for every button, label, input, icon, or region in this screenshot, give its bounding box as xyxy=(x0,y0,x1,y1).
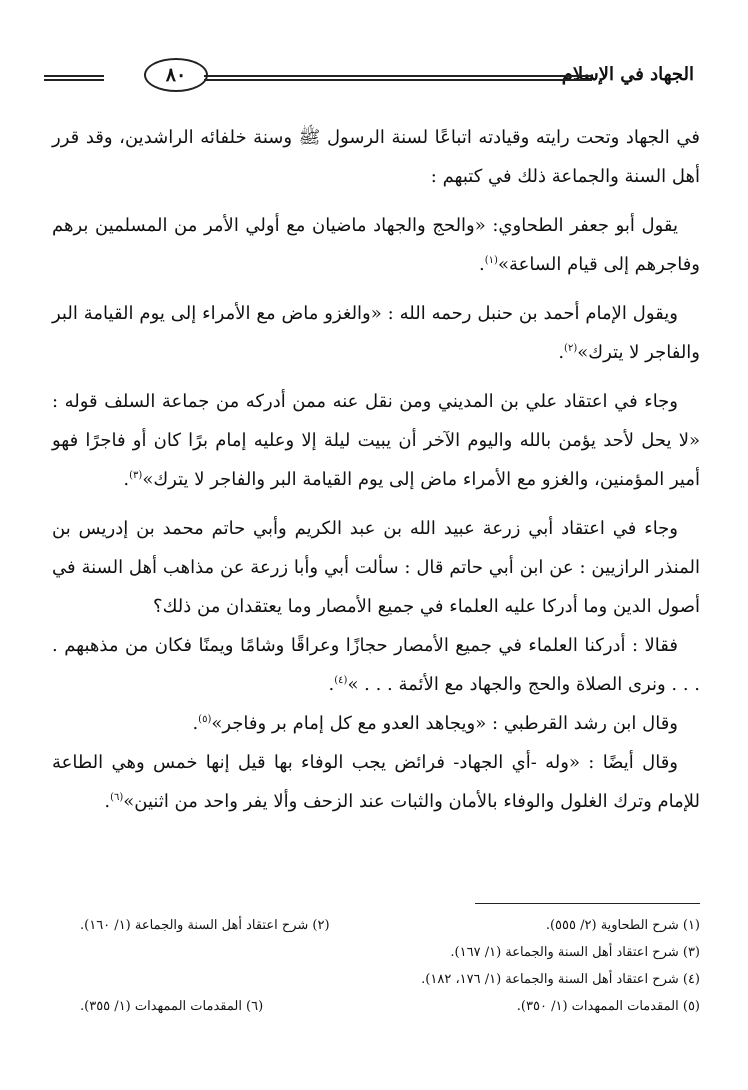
footnote: (٥) المقدمات الممهدات (١/ ٣٥٠). xyxy=(516,999,700,1014)
footnote-row xyxy=(60,966,700,993)
footnote-ref: (١) xyxy=(484,255,498,266)
footnote-ref: (٥) xyxy=(198,714,212,725)
footnote: (٢) شرح اعتقاد أهل السنة والجماعة (١/ ١٦٠). xyxy=(80,918,330,933)
footnote: (٦) المقدمات الممهدات (١/ ٣٥٥). xyxy=(80,999,264,1014)
paragraph: يقول أبو جعفر الطحاوي: «والحج والجهاد ماضيان مع أولي الأمر من المسلمين برهم وفاجرهم إلى قيام الساعة»$^{(١)}$. xyxy=(52,215,700,275)
paragraph: وجاء في اعتقاد أبي زرعة عبيد الله بن عبد الكريم وأبي حاتم محمد بن إدريس بن المنذر الرازيين : عن ابن أبي حاتم قال : سألت أبي وأبا زرعة عن مذاهب أهل السنة في أصول الدين وما أدركا عليه العلماء في جميع الأمصار وما يعتقدان من ذلك؟ xyxy=(52,518,700,617)
paragraph: ويقول الإمام أحمد بن حنبل رحمه الله : «والغزو ماض مع الأمراء إلى يوم القيامة البر والفاجر لا يترك»$^{(٢)}$. xyxy=(52,303,700,363)
footnote: (٤) شرح اعتقاد أهل السنة والجماعة (١/ ١٧٦، ١٨٢). xyxy=(421,972,700,987)
body-text xyxy=(52,118,700,821)
paragraph: وقال أيضًا : «وله -أي الجهاد- فرائض يجب الوفاء بها قيل إنها خمس وهي الطاعة للإمام وترك الغلول والوفاء بالأمان والثبات عند الزحف وألا يفر واحد من اثنين»$^{(٦)}$. xyxy=(52,752,700,812)
footnote-separator xyxy=(475,903,700,904)
paragraph: في الجهاد وتحت رايته وقيادته اتباعًا لسنة الرسول ﷺ وسنة خلفائه الراشدين، وقد قرر أهل السنة والجماعة ذلك في كتبهم : xyxy=(52,127,700,187)
paragraph: وجاء في اعتقاد علي بن المديني ومن نقل عنه ممن أدركه من جماعة السلف قوله : «لا يحل لأحد يؤمن بالله واليوم الآخر أن يبيت ليلة إلا وعليه إمام برًا كان أو فاجرًا فهو أمير المؤمنين، والغزو مع الأمراء ماض إلى يوم القيامة البر والفاجر لا يترك»$^{(٣)}$. xyxy=(52,391,701,490)
footnote-ref: (٢) xyxy=(564,343,578,354)
footnote-row xyxy=(60,939,700,966)
footnote-ref: (٣) xyxy=(129,470,143,481)
footnote-row xyxy=(60,912,700,939)
footnote: (٣) شرح اعتقاد أهل السنة والجماعة (١/ ١٦٧). xyxy=(450,945,700,960)
footnote: (١) شرح الطحاوية (٢/ ٥٥٥). xyxy=(545,918,700,933)
footnotes xyxy=(60,912,700,1020)
paragraph: وقال ابن رشد القرطبي : «ويجاهد العدو مع كل إمام بر وفاجر»$^{(٥)}$. xyxy=(192,713,678,734)
page-header xyxy=(44,58,704,98)
page-number: ٨٠ xyxy=(144,58,208,92)
header-rule-middle xyxy=(204,75,454,81)
running-title: الجهاد في الإسلام xyxy=(561,64,694,85)
paragraph: فقالا : أدركنا العلماء في جميع الأمصار حجازًا وعراقًا وشامًا ويمنًا فكان من مذهبهم . . . . ونرى الصلاة والحج والجهاد مع الأئمة . . . »$^{(٤)}$. xyxy=(52,635,700,695)
header-rule-left xyxy=(44,75,104,81)
footnote-ref: (٦) xyxy=(110,792,124,803)
footnote-ref: (٤) xyxy=(334,675,348,686)
footnote-row xyxy=(60,993,700,1020)
